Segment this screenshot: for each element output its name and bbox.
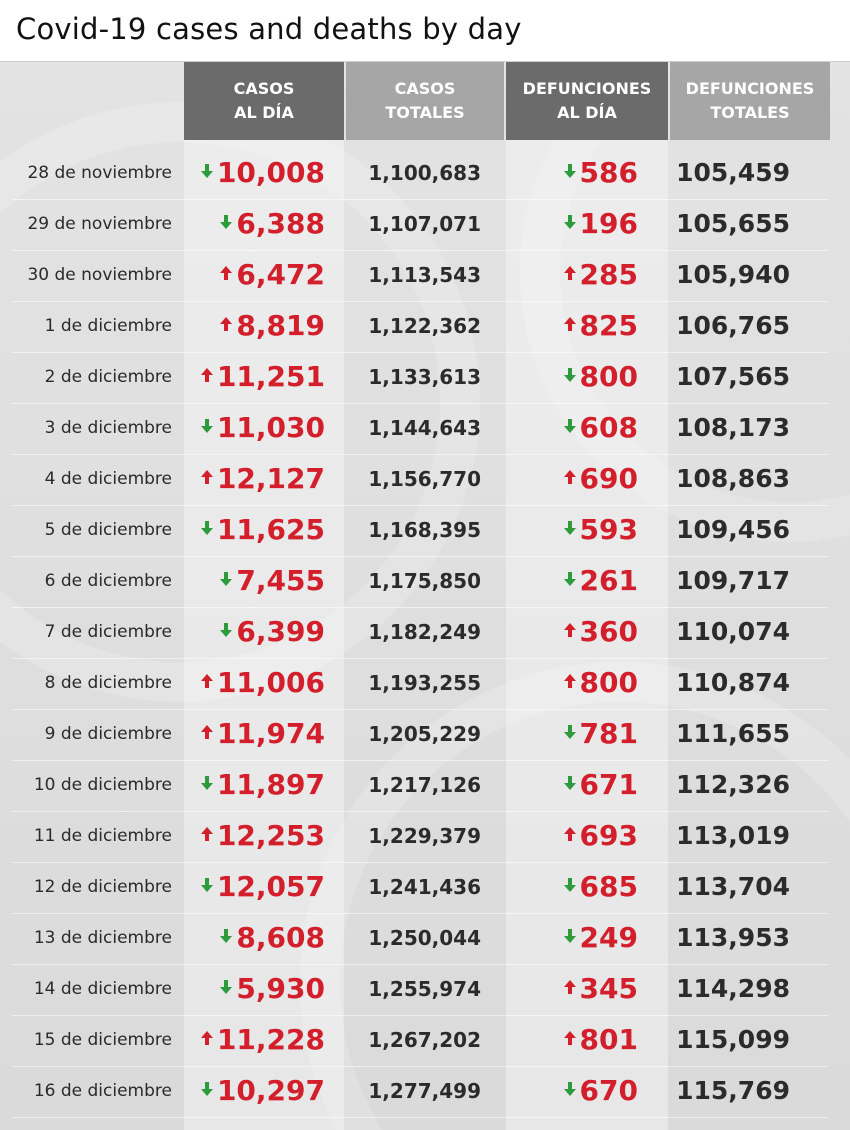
deaths-day-value: 196 <box>579 207 638 240</box>
arrow-down-icon <box>201 1082 213 1096</box>
arrow-up-icon <box>564 827 576 841</box>
arrow-down-icon <box>564 215 576 229</box>
deaths-total-value: 105,459 <box>676 158 790 187</box>
header-deaths-total-line1: DEFUNCIONES <box>685 79 815 98</box>
deaths-total-value: 113,704 <box>676 872 790 901</box>
cases-total-value: 1,107,071 <box>368 212 481 236</box>
deaths-total-value: 108,173 <box>676 413 790 442</box>
deaths-total-value: 115,769 <box>676 1076 790 1105</box>
header-deaths-total <box>670 62 830 140</box>
arrow-down-icon <box>564 521 576 535</box>
deaths-total-value: 113,953 <box>676 923 790 952</box>
arrow-down-icon <box>564 929 576 943</box>
cases-total-value: 1,255,974 <box>368 977 481 1001</box>
table-row <box>0 1016 850 1067</box>
arrow-down-icon <box>220 980 232 994</box>
arrow-down-icon <box>201 419 213 433</box>
arrow-down-icon <box>564 368 576 382</box>
table-row <box>0 1067 850 1118</box>
table-row <box>0 506 850 557</box>
arrow-down-icon <box>220 623 232 637</box>
row-date: 10 de diciembre <box>33 775 172 795</box>
deaths-day-value: 825 <box>579 309 638 342</box>
cases-day-value: 11,030 <box>216 411 325 444</box>
cases-total-value: 1,182,249 <box>368 620 481 644</box>
arrow-down-icon <box>220 215 232 229</box>
row-date: 28 de noviembre <box>27 163 172 183</box>
table-row <box>0 302 850 353</box>
deaths-day-value: 360 <box>579 615 638 648</box>
arrow-up-icon <box>201 470 213 484</box>
cases-day-value: 10,297 <box>216 1074 325 1107</box>
arrow-down-icon <box>564 725 576 739</box>
row-date: 5 de diciembre <box>44 520 172 540</box>
arrow-up-icon <box>220 317 232 331</box>
header-deaths-day-line2: AL DÍA <box>557 103 617 122</box>
page-title: Covid-19 cases and deaths by day <box>16 12 522 46</box>
deaths-total-value: 115,099 <box>676 1025 790 1054</box>
table-row <box>0 863 850 914</box>
deaths-day-value: 685 <box>579 870 638 903</box>
arrow-down-icon <box>564 776 576 790</box>
arrow-up-icon <box>201 827 213 841</box>
row-date: 30 de noviembre <box>27 265 172 285</box>
arrow-down-icon <box>220 929 232 943</box>
cases-total-value: 1,156,770 <box>368 467 481 491</box>
deaths-day-value: 586 <box>579 156 638 189</box>
title-bar <box>0 0 850 62</box>
cases-total-value: 1,250,044 <box>368 926 481 950</box>
deaths-total-value: 107,565 <box>676 362 790 391</box>
cases-day-value: 8,608 <box>236 921 325 954</box>
table-row <box>0 455 850 506</box>
cases-total-value: 1,241,436 <box>368 875 481 899</box>
row-date: 1 de diciembre <box>44 316 172 336</box>
deaths-day-value: 800 <box>579 360 638 393</box>
header-cases-day-line2: AL DÍA <box>234 103 294 122</box>
arrow-down-icon <box>564 878 576 892</box>
arrow-down-icon <box>201 521 213 535</box>
deaths-day-value: 249 <box>579 921 638 954</box>
deaths-total-value: 109,717 <box>676 566 790 595</box>
arrow-up-icon <box>220 266 232 280</box>
cases-day-value: 12,253 <box>216 819 325 852</box>
arrow-down-icon <box>201 776 213 790</box>
deaths-day-value: 801 <box>579 1023 638 1056</box>
row-date: 9 de diciembre <box>44 724 172 744</box>
deaths-total-value: 112,326 <box>676 770 790 799</box>
deaths-day-value: 261 <box>579 564 638 597</box>
deaths-day-value: 671 <box>579 768 638 801</box>
deaths-total-value: 111,655 <box>676 719 790 748</box>
deaths-day-value: 670 <box>579 1074 638 1107</box>
arrow-up-icon <box>564 470 576 484</box>
arrow-down-icon <box>564 572 576 586</box>
cases-total-value: 1,100,683 <box>368 161 481 185</box>
table-row <box>0 812 850 863</box>
cases-total-value: 1,133,613 <box>368 365 481 389</box>
deaths-day-value: 285 <box>579 258 638 291</box>
cases-day-value: 10,008 <box>216 156 325 189</box>
arrow-up-icon <box>564 266 576 280</box>
table-row <box>0 404 850 455</box>
arrow-up-icon <box>564 623 576 637</box>
deaths-total-value: 105,655 <box>676 209 790 238</box>
cases-day-value: 12,057 <box>216 870 325 903</box>
cases-day-value: 11,006 <box>216 666 325 699</box>
arrow-up-icon <box>201 1031 213 1045</box>
table-panel <box>0 62 850 1130</box>
row-date: 14 de diciembre <box>33 979 172 999</box>
cases-day-value: 7,455 <box>236 564 325 597</box>
arrow-down-icon <box>220 572 232 586</box>
header-cases-total-line1: CASOS <box>394 79 456 98</box>
cases-total-value: 1,277,499 <box>368 1079 481 1103</box>
cases-total-value: 1,193,255 <box>368 671 481 695</box>
deaths-total-value: 114,298 <box>676 974 790 1003</box>
header-cases-total <box>346 62 504 140</box>
arrow-down-icon <box>564 164 576 178</box>
cases-total-value: 1,113,543 <box>368 263 481 287</box>
arrow-down-icon <box>564 419 576 433</box>
row-date: 13 de diciembre <box>33 928 172 948</box>
cases-day-value: 11,974 <box>216 717 325 750</box>
arrow-up-icon <box>564 1031 576 1045</box>
arrow-down-icon <box>564 1082 576 1096</box>
cases-day-value: 11,251 <box>216 360 325 393</box>
table-row <box>0 659 850 710</box>
deaths-day-value: 608 <box>579 411 638 444</box>
row-date: 11 de diciembre <box>33 826 172 846</box>
header-cases-day <box>184 62 344 140</box>
table-row <box>0 149 850 200</box>
cases-total-value: 1,267,202 <box>368 1028 481 1052</box>
arrow-up-icon <box>564 980 576 994</box>
row-date: 29 de noviembre <box>27 214 172 234</box>
cases-total-value: 1,122,362 <box>368 314 481 338</box>
deaths-day-value: 345 <box>579 972 638 1005</box>
table-row <box>0 200 850 251</box>
table-row <box>0 761 850 812</box>
deaths-total-value: 110,074 <box>676 617 790 646</box>
row-date: 12 de diciembre <box>33 877 172 897</box>
cases-day-value: 6,399 <box>236 615 325 648</box>
header-cases-total-line2: TOTALES <box>385 103 465 122</box>
cases-day-value: 6,388 <box>236 207 325 240</box>
row-date: 15 de diciembre <box>33 1030 172 1050</box>
deaths-total-value: 106,765 <box>676 311 790 340</box>
table-row <box>0 710 850 761</box>
deaths-day-value: 593 <box>579 513 638 546</box>
cases-total-value: 1,144,643 <box>368 416 481 440</box>
cases-day-value: 11,625 <box>216 513 325 546</box>
arrow-up-icon <box>564 317 576 331</box>
header-deaths-day <box>506 62 668 140</box>
cases-total-value: 1,168,395 <box>368 518 481 542</box>
arrow-down-icon <box>201 878 213 892</box>
deaths-day-value: 690 <box>579 462 638 495</box>
table-row <box>0 353 850 404</box>
deaths-day-value: 781 <box>579 717 638 750</box>
arrow-up-icon <box>564 674 576 688</box>
table-row <box>0 251 850 302</box>
row-date: 16 de diciembre <box>33 1081 172 1101</box>
deaths-day-value: 693 <box>579 819 638 852</box>
table-row <box>0 608 850 659</box>
arrow-down-icon <box>201 164 213 178</box>
cases-total-value: 1,175,850 <box>368 569 481 593</box>
deaths-day-value: 800 <box>579 666 638 699</box>
row-date: 6 de diciembre <box>44 571 172 591</box>
header-deaths-total-line2: TOTALES <box>710 103 790 122</box>
row-date: 2 de diciembre <box>44 367 172 387</box>
deaths-total-value: 108,863 <box>676 464 790 493</box>
cases-day-value: 12,127 <box>216 462 325 495</box>
table-row <box>0 557 850 608</box>
row-date: 3 de diciembre <box>44 418 172 438</box>
deaths-total-value: 110,874 <box>676 668 790 697</box>
table-row <box>0 914 850 965</box>
header-deaths-day-line1: DEFUNCIONES <box>522 79 652 98</box>
cases-total-value: 1,229,379 <box>368 824 481 848</box>
deaths-total-value: 113,019 <box>676 821 790 850</box>
cases-day-value: 8,819 <box>236 309 325 342</box>
deaths-total-value: 109,456 <box>676 515 790 544</box>
arrow-up-icon <box>201 725 213 739</box>
header-cases-day-line1: CASOS <box>233 79 295 98</box>
row-date: 7 de diciembre <box>44 622 172 642</box>
deaths-total-value: 105,940 <box>676 260 790 289</box>
row-divider <box>12 1117 828 1118</box>
cases-day-value: 11,897 <box>216 768 325 801</box>
arrow-up-icon <box>201 674 213 688</box>
row-date: 8 de diciembre <box>44 673 172 693</box>
cases-day-value: 5,930 <box>236 972 325 1005</box>
table-row <box>0 965 850 1016</box>
cases-day-value: 11,228 <box>216 1023 325 1056</box>
cases-total-value: 1,205,229 <box>368 722 481 746</box>
arrow-up-icon <box>201 368 213 382</box>
row-date: 4 de diciembre <box>44 469 172 489</box>
cases-total-value: 1,217,126 <box>368 773 481 797</box>
cases-day-value: 6,472 <box>236 258 325 291</box>
